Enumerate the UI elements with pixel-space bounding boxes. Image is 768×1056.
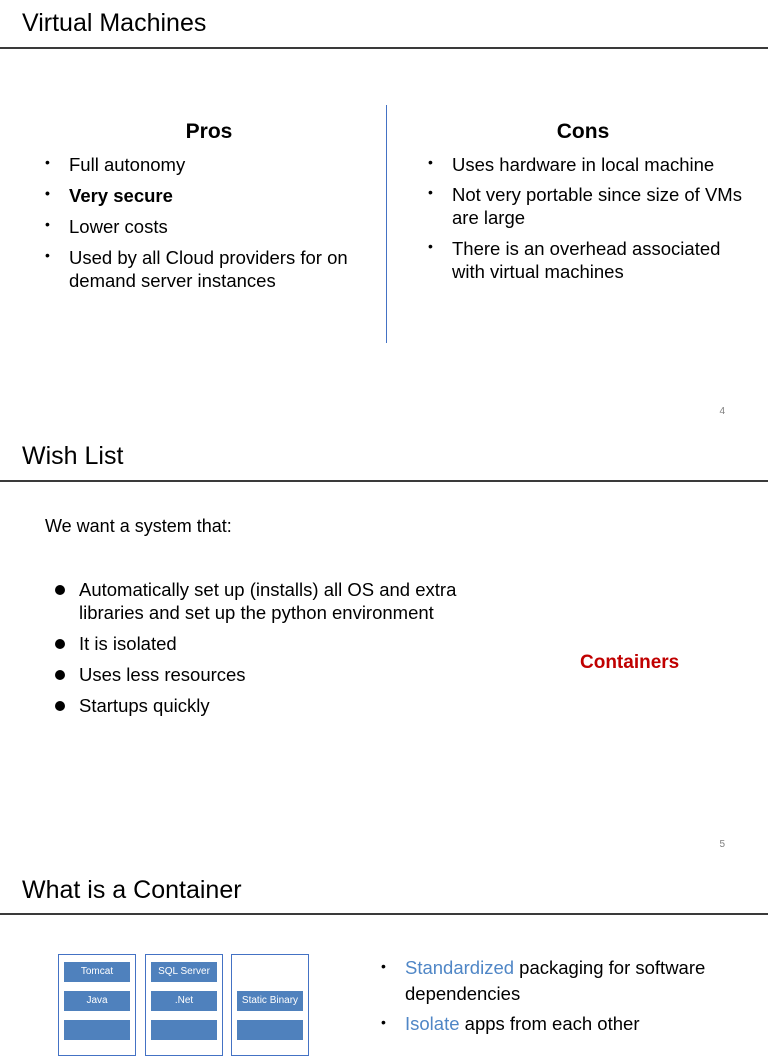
title-rule [0, 480, 768, 482]
stack-layer: .Net [151, 991, 217, 1011]
cons-heading: Cons [556, 120, 610, 143]
bullet-icon: • [381, 958, 386, 974]
stack-layer: Static Binary [237, 991, 303, 1011]
slide-title: What is a Container [22, 876, 242, 904]
stack-layer: SQL Server [151, 962, 217, 982]
bullet-icon [55, 639, 65, 649]
list-item: Uses less resources [55, 663, 495, 686]
bullet-icon: • [428, 154, 433, 170]
bullet-icon: • [381, 1014, 386, 1030]
list-item: • Full autonomy [45, 153, 365, 176]
title-rule [0, 913, 768, 915]
containers-highlight: Containers [580, 652, 680, 673]
stack-layer [237, 1020, 303, 1040]
slide-title: Virtual Machines [22, 9, 207, 37]
container-stack [58, 954, 136, 1056]
slide-virtual-machines [0, 0, 768, 430]
bullet-icon: • [428, 184, 433, 200]
bullet-icon: • [45, 216, 50, 232]
list-item: • Very secure [45, 184, 365, 207]
pros-list [45, 153, 365, 292]
title-rule [0, 47, 768, 49]
list-item: It is isolated [55, 632, 495, 655]
list-item: • Used by all Cloud providers for on demand server instances [45, 246, 365, 292]
slide-what-is-container [0, 866, 768, 1034]
bullet-icon [55, 670, 65, 680]
container-benefits [381, 955, 731, 1037]
list-item: Automatically set up (installs) all OS and extra libraries and set up the python environment [55, 578, 495, 624]
slide-title: Wish List [22, 442, 124, 470]
stack-layer [64, 1020, 130, 1040]
intro-text: We want a system that: [45, 516, 232, 536]
bullet-icon: • [45, 154, 50, 170]
cons-list [428, 153, 743, 283]
page-number: 4 [719, 406, 725, 417]
list-item: • Lower costs [45, 215, 365, 238]
page-number: 5 [719, 839, 725, 850]
container-stack [231, 954, 309, 1056]
bullet-icon: • [45, 185, 50, 201]
column-divider [386, 105, 387, 343]
bullet-icon [55, 585, 65, 595]
stack-layer [151, 1020, 217, 1040]
pros-heading: Pros [185, 120, 233, 143]
bullet-icon [55, 701, 65, 711]
bullet-icon: • [428, 238, 433, 254]
list-item: • There is an overhead associated with virtual machines [428, 237, 743, 283]
list-item: • Uses hardware in local machine [428, 153, 743, 176]
list-item: • Standardized packaging for software dependencies [381, 955, 731, 1007]
list-item: Startups quickly [55, 694, 495, 717]
list-item: • Isolate apps from each other [381, 1011, 731, 1037]
stack-layer: Tomcat [64, 962, 130, 982]
container-stack [145, 954, 223, 1056]
stack-layer: Java [64, 991, 130, 1011]
slide-wish-list [0, 433, 768, 863]
bullet-icon: • [45, 247, 50, 263]
wish-list [55, 578, 495, 717]
list-item: • Not very portable since size of VMs are large [428, 183, 743, 229]
